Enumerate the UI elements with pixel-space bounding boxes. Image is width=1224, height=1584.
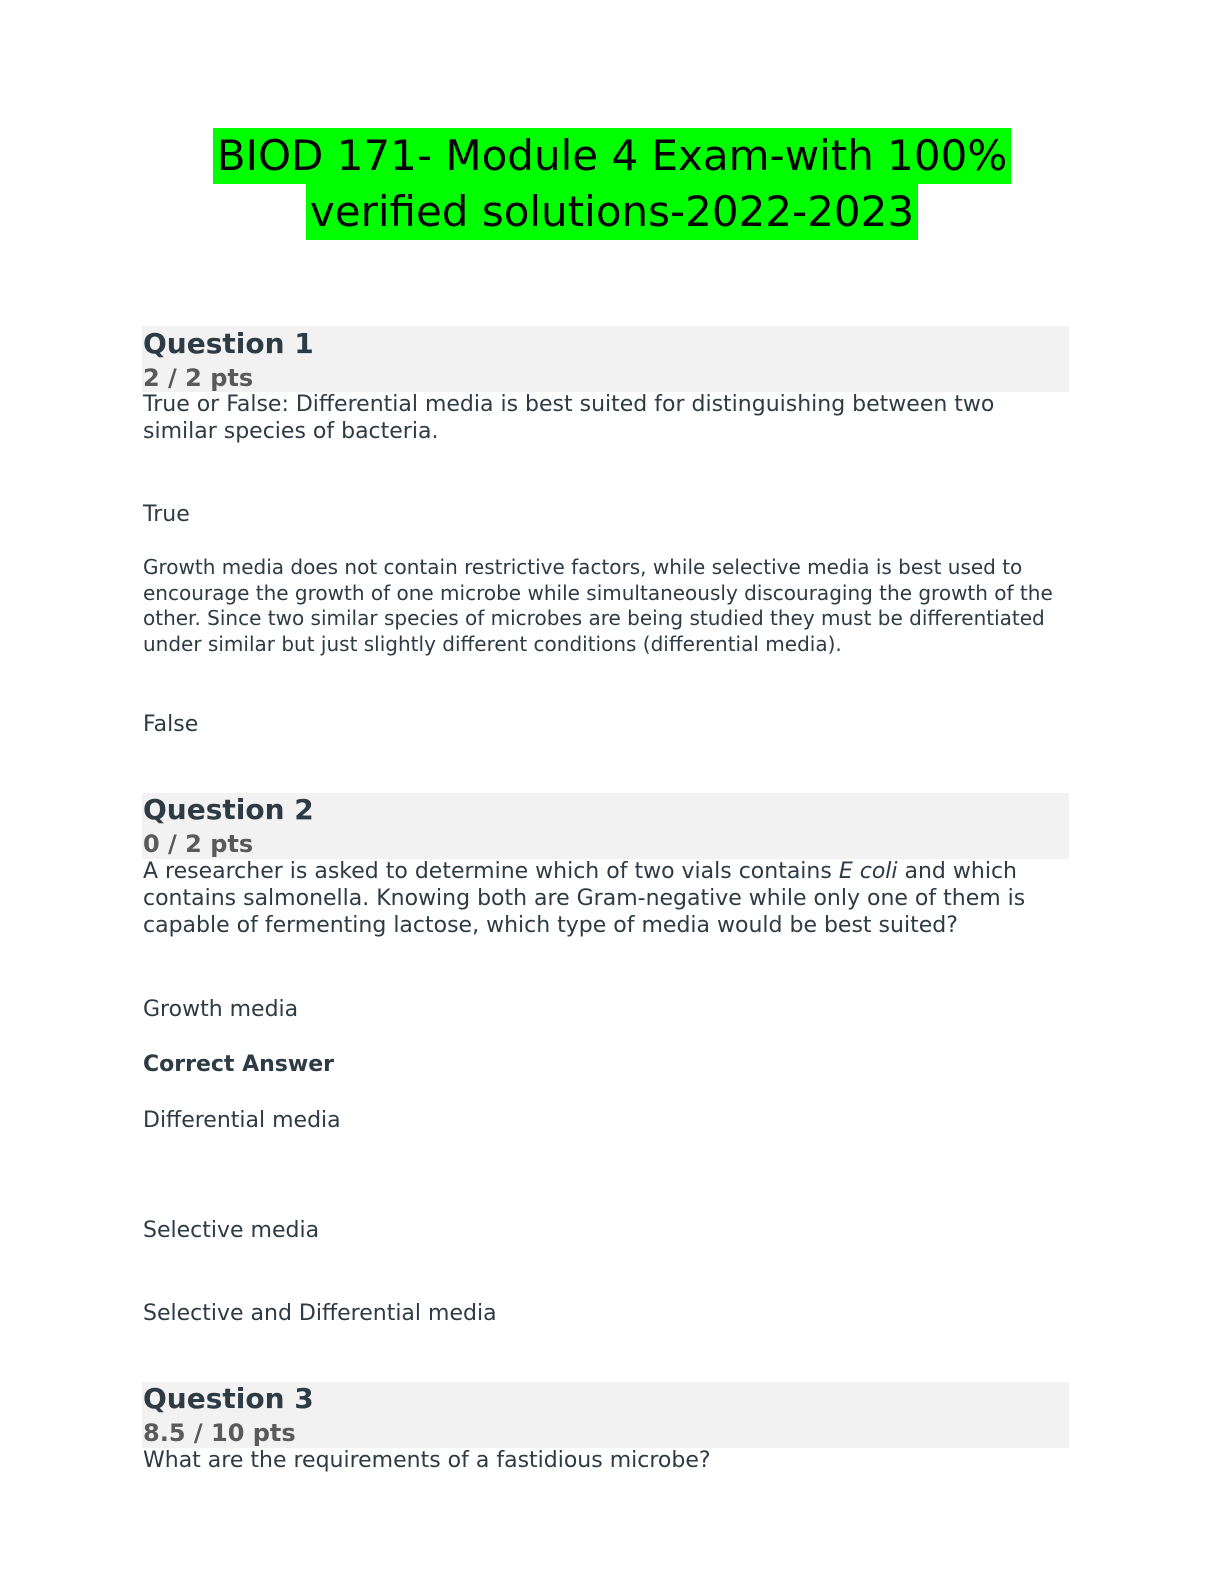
question-1-title: Question 1 — [143, 327, 314, 360]
question-3-text: What are the requirements of a fastidious microbe? — [143, 1448, 711, 1473]
document-title — [0, 128, 1224, 240]
question-1-explanation: Growth media does not contain restrictive factors, while selective media is best used to encourage the growth of one microbe while simultaneously discouraging the growth of the other. Since two similar species of microbes are being studied they must be differentiated under similar but just slightly different conditions (differential media). — [143, 555, 1053, 656]
question-2-answer-growth-media[interactable]: Growth media — [143, 997, 299, 1022]
question-3-title: Question 3 — [143, 1382, 314, 1415]
question-2-text — [143, 858, 1068, 939]
question-2-title: Question 2 — [143, 793, 314, 826]
question-1-points: 2 / 2 pts — [143, 364, 254, 392]
title-line-1: BIOD 171- Module 4 Exam-with 100% — [213, 128, 1012, 184]
question-2-text-italic: E coli — [838, 859, 898, 884]
question-1-answer-true[interactable]: True — [143, 502, 190, 527]
title-line-2: verified solutions-2022-2023 — [306, 184, 918, 240]
question-1-answer-false[interactable]: False — [143, 712, 199, 737]
question-2-text-before: A researcher is asked to determine which of two vials contains — [143, 859, 839, 884]
question-2-answer-differential-media[interactable]: Differential media — [143, 1108, 341, 1133]
question-3-points: 8.5 / 10 pts — [143, 1419, 296, 1447]
question-2-text-after: and which contains salmonella. Knowing both are Gram-negative while only one of them is capable of fermenting lactose, which type of media would be best suited? — [143, 859, 1026, 938]
question-2-answer-selective-and-differential-media[interactable]: Selective and Differential media — [143, 1301, 497, 1326]
question-1-text: True or False: Differential media is best suited for distinguishing between two similar species of bacteria. — [143, 392, 995, 444]
question-2-answer-selective-media[interactable]: Selective media — [143, 1218, 320, 1243]
question-2-points: 0 / 2 pts — [143, 830, 254, 858]
correct-answer-label: Correct Answer — [143, 1052, 334, 1077]
